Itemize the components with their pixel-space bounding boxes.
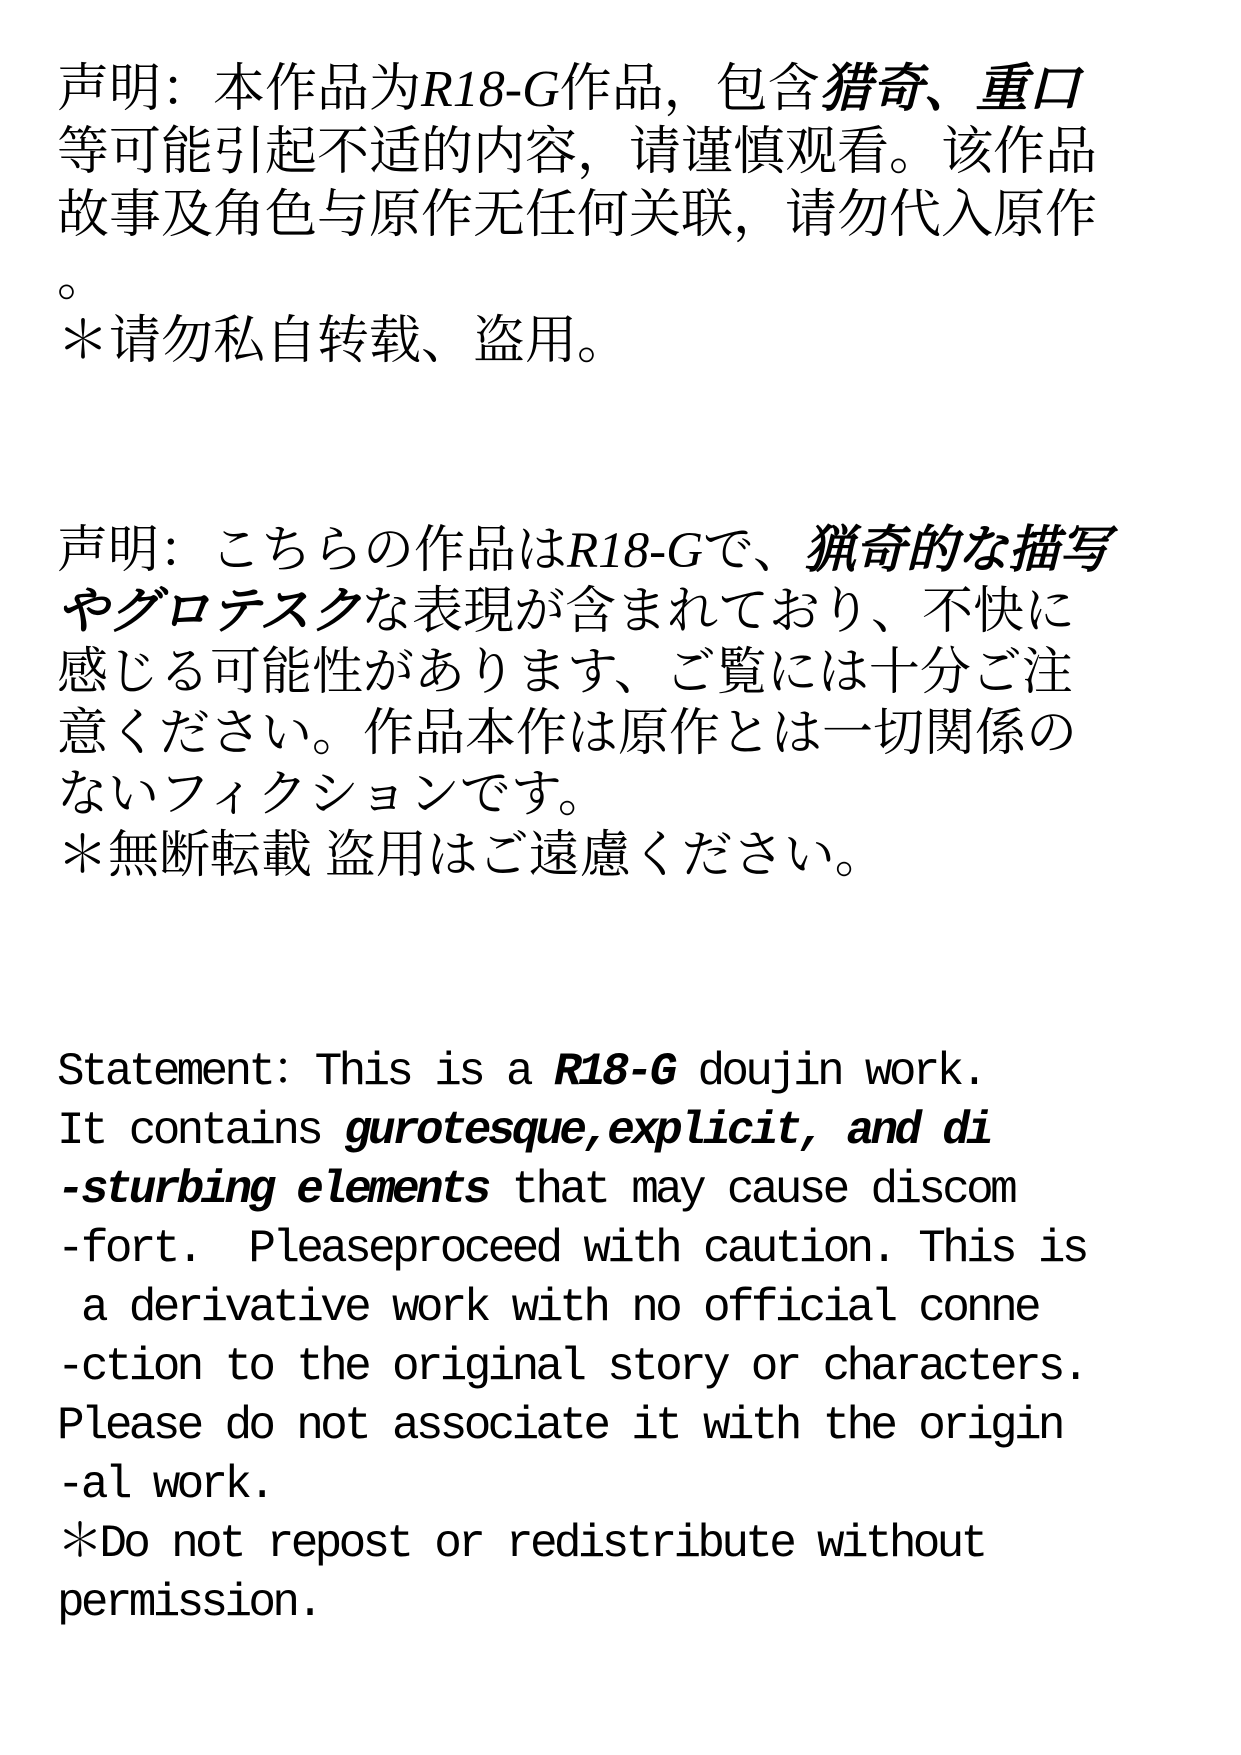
text-line bbox=[57, 643, 1211, 704]
text-line bbox=[57, 1161, 1211, 1220]
text-segment: -ction to the original story or characters. bbox=[57, 1341, 1086, 1393]
text-segment: 故事及角色与原作无任何关联，请勿代入原作 bbox=[57, 187, 1098, 244]
text-line bbox=[57, 121, 1211, 184]
text-segment: -al work. bbox=[57, 1459, 273, 1511]
text-line bbox=[57, 1574, 1211, 1633]
text-segment: It contains bbox=[57, 1105, 345, 1157]
text-segment: 意ください。作品本作は原作とは一切関係の bbox=[57, 706, 1078, 762]
text-segment: R18-G bbox=[567, 523, 703, 579]
text-line bbox=[57, 1043, 1211, 1102]
text-segment: Statement：This is a bbox=[57, 1046, 554, 1098]
text-segment: that may cause discom bbox=[487, 1164, 1014, 1216]
text-line bbox=[57, 1515, 1211, 1574]
text-segment: R18-G bbox=[421, 61, 560, 118]
text-segment: 感じる可能性があります、ご覧には十分ご注 bbox=[57, 645, 1073, 701]
text-segment: 等可能引起不适的内容，请谨慎观看。该作品 bbox=[57, 124, 1098, 181]
text-segment: -fort. Pleaseproceed with caution. This is bbox=[57, 1223, 1086, 1275]
text-line bbox=[57, 1102, 1211, 1161]
text-line bbox=[57, 184, 1211, 247]
text-segment: ＊Do not repost or redistribute without bbox=[57, 1518, 985, 1570]
text-segment: 声明：本作品为 bbox=[57, 61, 422, 118]
text-line bbox=[57, 310, 1211, 373]
text-segment: doujin work. bbox=[673, 1046, 985, 1098]
text-line bbox=[57, 58, 1211, 121]
text-line bbox=[57, 1456, 1211, 1515]
text-line bbox=[57, 1338, 1211, 1397]
text-segment: ないフィクションです。 bbox=[57, 767, 609, 823]
text-line bbox=[57, 1397, 1211, 1456]
text-line bbox=[57, 765, 1211, 826]
text-line bbox=[57, 1220, 1211, 1279]
statement-chinese bbox=[57, 0, 1211, 373]
text-segment: で、 bbox=[702, 523, 804, 579]
text-segment: gurotesque,explicit, and di bbox=[344, 1105, 991, 1157]
text-segment: 。 bbox=[57, 250, 110, 307]
text-segment: a derivative work with no official conne bbox=[57, 1282, 1038, 1334]
text-segment: ＊请勿私自转载、盗用。 bbox=[57, 313, 630, 370]
text-line bbox=[57, 704, 1211, 765]
text-segment: な表現が含まれており、不快に bbox=[360, 584, 1075, 640]
text-line bbox=[57, 582, 1211, 643]
text-segment: やグロテスク bbox=[57, 584, 361, 640]
text-segment: ＊無断転載 盗用はご遠慮ください。 bbox=[57, 828, 886, 884]
text-segment: 猎奇、重口 bbox=[819, 61, 1080, 118]
text-line bbox=[57, 247, 1211, 310]
text-segment: Please do not associate it with the origin bbox=[57, 1400, 1062, 1452]
text-segment: permission. bbox=[57, 1577, 321, 1629]
text-segment: 声明：こちらの作品は bbox=[57, 523, 568, 579]
text-line bbox=[57, 521, 1211, 582]
text-segment: R18-G bbox=[553, 1046, 674, 1098]
statement-japanese bbox=[57, 521, 1211, 887]
text-segment: 猟奇的な描写 bbox=[803, 523, 1110, 579]
text-line bbox=[57, 1279, 1211, 1338]
text-segment: 作品，包含 bbox=[559, 61, 820, 118]
text-segment: -sturbing elements bbox=[57, 1164, 488, 1216]
text-line bbox=[57, 826, 1211, 887]
statement-english bbox=[57, 1043, 1211, 1633]
